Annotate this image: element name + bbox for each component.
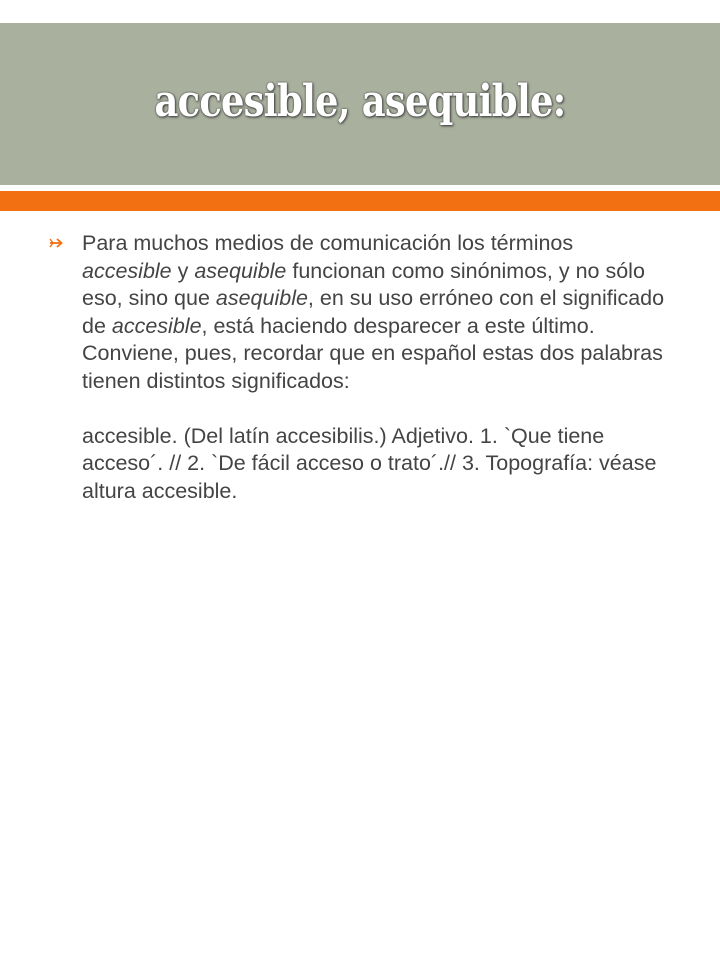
paragraph-definition: accesible. (Del latín accesibilis.) Adjetivo. 1. `Que tiene acceso´. // 2. `De fácil acceso o trato´.// 3. Topografía: véase altura accesible. (82, 423, 657, 503)
term-asequible: asequible (215, 286, 308, 310)
slide-content (48, 230, 668, 505)
paragraph-spacer (82, 395, 668, 423)
text-run: y (171, 258, 195, 283)
term-accesible: accesible (111, 313, 202, 338)
text-run: Para muchos medios de comunicación los términos (82, 231, 574, 255)
arrow-bullet-icon (48, 234, 66, 252)
text-run: , está haciendo desparecer a este último. Conviene, pues, recordar que en español estas dos palabras tienen distintos significados: (82, 313, 663, 393)
accent-bar (0, 191, 720, 211)
slide-title: accesible, asequible: (154, 76, 566, 127)
term-asequible: asequible (194, 258, 287, 283)
text-run: , en su uso erróneo con el significado de (82, 286, 665, 338)
bullet-item (48, 230, 668, 505)
term-accesible: accesible (82, 258, 172, 283)
arrow-bullet-icon-svg (48, 234, 66, 252)
text-run: funcionan como sinónimos, y no sólo eso, sino que (82, 258, 645, 310)
paragraph-intro (82, 230, 668, 395)
